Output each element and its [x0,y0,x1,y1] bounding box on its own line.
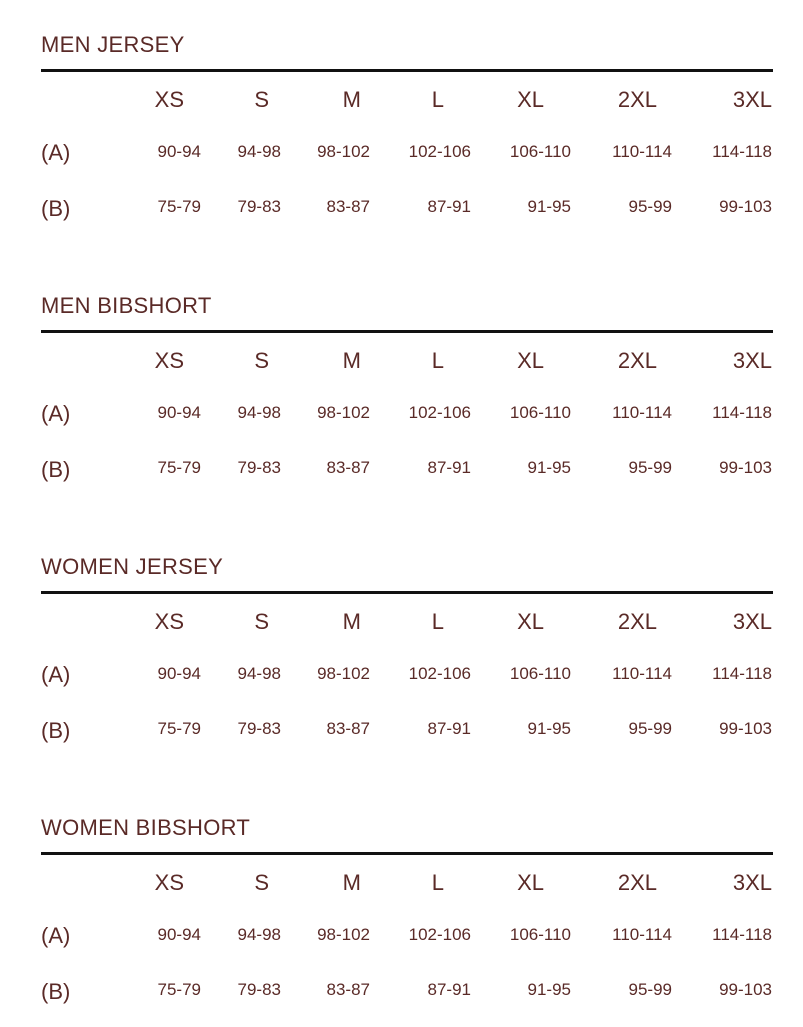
measurement-a: 90-94 [157,142,201,161]
measurement-b: 75-79 [157,719,201,738]
measurement-b: 91-95 [527,719,571,738]
measurement-b: 95-99 [628,197,672,216]
table-divider [41,852,773,855]
measurement-a: 114-118 [712,925,772,944]
size-table [0,526,803,766]
measurement-a: 98-102 [317,664,370,683]
measurement-a: 114-118 [712,664,772,683]
table-title: MEN JERSEY [41,32,185,57]
measurement-b: 83-87 [326,197,370,216]
measurement-a: 106-110 [509,403,571,422]
size-header: XL [517,348,544,373]
measurement-b: 79-83 [237,197,281,216]
size-header: L [431,609,444,634]
size-header: M [342,87,361,112]
row-label-b: (B) [41,196,71,221]
measurement-a: 102-106 [408,142,471,161]
measurement-b: 91-95 [527,197,571,216]
measurement-b: 91-95 [527,458,571,477]
measurement-b: 75-79 [157,197,201,216]
row-label-a: (A) [41,401,71,426]
size-header: XS [154,870,184,895]
size-table [0,4,803,244]
measurement-a: 102-106 [408,403,471,422]
row-label-a: (A) [41,140,71,165]
measurement-a: 90-94 [157,664,201,683]
row-label-b: (B) [41,718,71,743]
measurement-b: 83-87 [326,980,370,999]
measurement-b: 87-91 [427,458,471,477]
measurement-b: 87-91 [427,980,471,999]
row-label-b: (B) [41,457,71,482]
measurement-a: 102-106 [408,664,471,683]
measurement-a: 90-94 [157,403,201,422]
size-header: L [431,870,444,895]
measurement-a: 114-118 [712,403,772,422]
size-header: XS [154,348,184,373]
size-header: XS [154,87,184,112]
measurement-a: 106-110 [509,664,571,683]
size-header: 3XL [732,87,772,112]
measurement-b: 95-99 [628,719,672,738]
measurement-a: 110-114 [612,925,672,944]
measurement-b: 79-83 [237,458,281,477]
measurement-b: 83-87 [326,719,370,738]
table-divider [41,591,773,594]
size-header: XL [517,609,544,634]
size-header: 2XL [617,609,657,634]
measurement-b: 99-103 [719,197,772,216]
measurement-a: 94-98 [237,403,281,422]
measurement-a: 94-98 [237,142,281,161]
size-header: 3XL [732,870,772,895]
measurement-b: 79-83 [237,980,281,999]
row-label-a: (A) [41,923,71,948]
size-header: S [254,87,269,112]
measurement-a: 90-94 [157,925,201,944]
measurement-b: 91-95 [527,980,571,999]
size-header: S [254,348,269,373]
size-header: 2XL [617,348,657,373]
size-header: M [342,348,361,373]
measurement-a: 94-98 [237,664,281,683]
row-label-a: (A) [41,662,71,687]
measurement-b: 87-91 [427,719,471,738]
size-header: M [342,870,361,895]
size-header: XL [517,87,544,112]
measurement-a: 106-110 [509,142,571,161]
size-header: 3XL [732,609,772,634]
table-title: WOMEN BIBSHORT [41,815,251,840]
measurement-a: 106-110 [509,925,571,944]
table-title: WOMEN JERSEY [41,554,224,579]
measurement-b: 75-79 [157,980,201,999]
measurement-b: 79-83 [237,719,281,738]
measurement-a: 102-106 [408,925,471,944]
size-header: XL [517,870,544,895]
measurement-a: 98-102 [317,403,370,422]
measurement-b: 95-99 [628,458,672,477]
measurement-a: 98-102 [317,925,370,944]
measurement-b: 99-103 [719,980,772,999]
table-divider [41,69,773,72]
measurement-b: 95-99 [628,980,672,999]
measurement-a: 110-114 [612,142,672,161]
size-header: S [254,870,269,895]
measurement-b: 83-87 [326,458,370,477]
measurement-b: 99-103 [719,719,772,738]
measurement-a: 98-102 [317,142,370,161]
size-header: L [431,348,444,373]
measurement-a: 94-98 [237,925,281,944]
size-header: 2XL [617,87,657,112]
row-label-b: (B) [41,979,71,1004]
size-table [0,265,803,505]
size-header: M [342,609,361,634]
measurement-b: 99-103 [719,458,772,477]
size-header: S [254,609,269,634]
size-header: 3XL [732,348,772,373]
measurement-b: 87-91 [427,197,471,216]
measurement-a: 110-114 [612,664,672,683]
size-header: XS [154,609,184,634]
size-header: L [431,87,444,112]
measurement-b: 75-79 [157,458,201,477]
table-title: MEN BIBSHORT [41,293,212,318]
measurement-a: 110-114 [612,403,672,422]
size-header: 2XL [617,870,657,895]
table-divider [41,330,773,333]
measurement-a: 114-118 [712,142,772,161]
size-table [0,787,803,1027]
